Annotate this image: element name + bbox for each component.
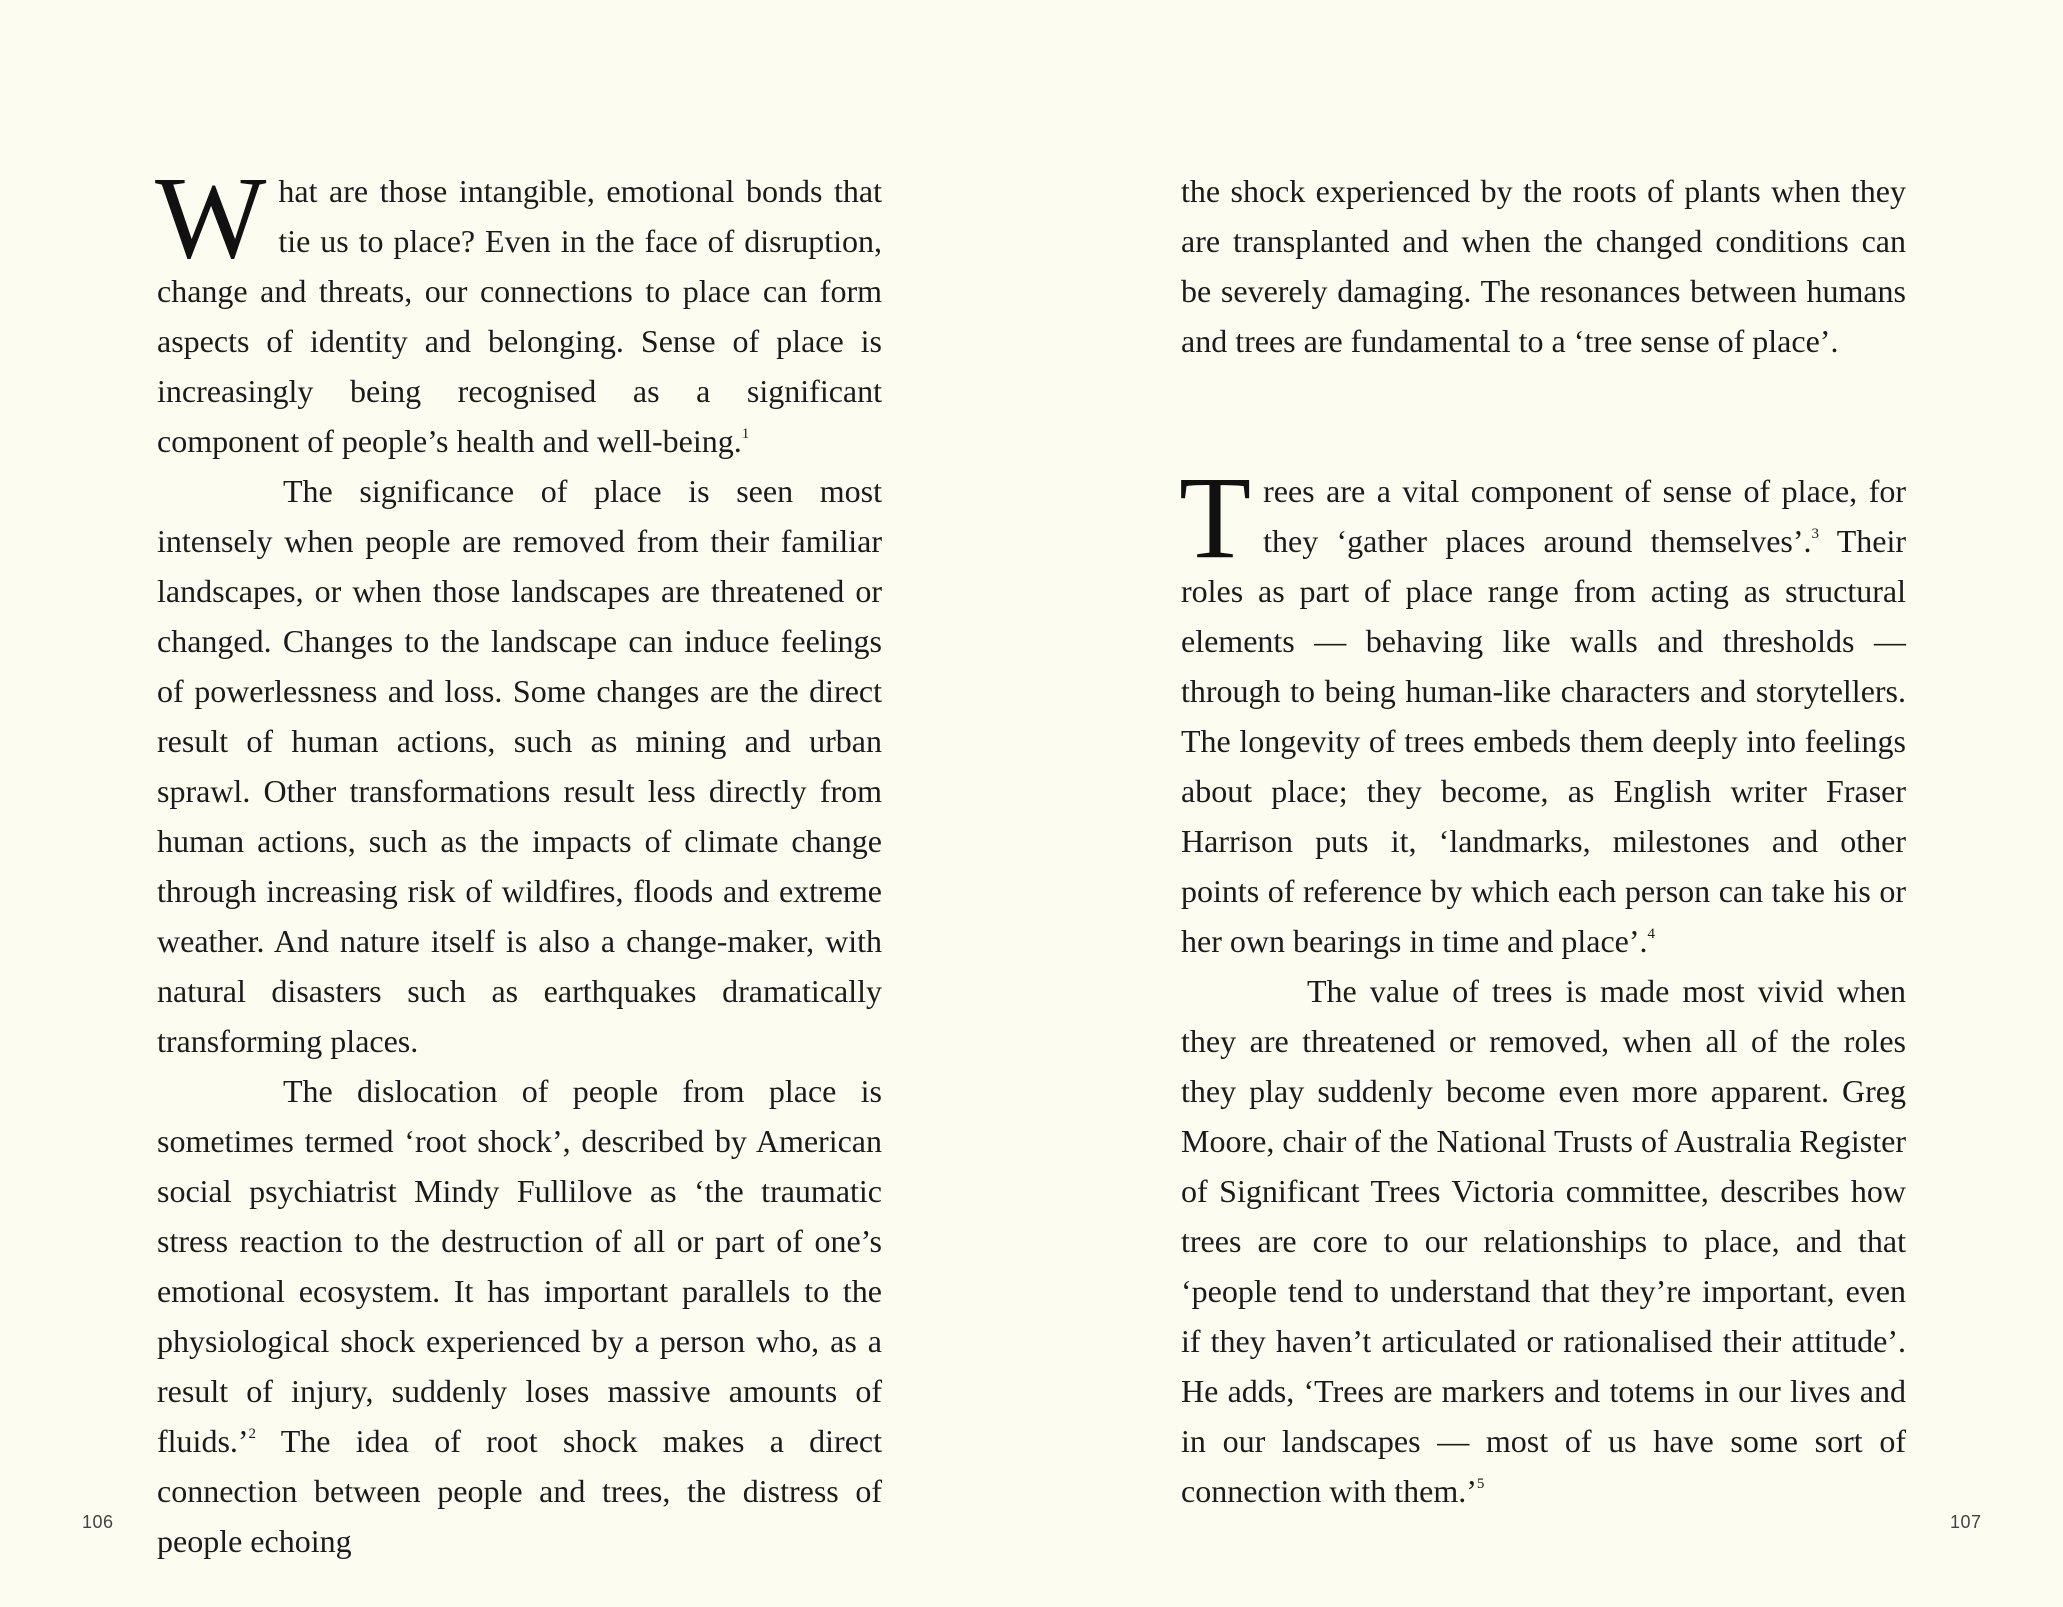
paragraph-text: rees are a vital component of sense of place, for they ‘gather places around themselves’. bbox=[1263, 473, 1906, 559]
paragraph-text: The dislocation of people from place is sometimes termed ‘root shock’, described by American social psychiatrist Mindy Fullilove as ‘the traumatic stress reaction to the destruction of all or part of one’s emotional ecosystem. It has important parallels to the physiological shock experienced by a person who, as a result of injury, suddenly loses massive amounts of fluids.’ bbox=[157, 1073, 882, 1459]
footnote-ref: 3 bbox=[1811, 526, 1820, 542]
footnote-ref: 2 bbox=[248, 1426, 257, 1442]
footnote-ref: 5 bbox=[1476, 1476, 1485, 1492]
paragraph bbox=[1179, 452, 1906, 966]
paragraph-text: The value of trees is made most vivid when they are threatened or removed, when all of the roles they play suddenly become even more apparent. Greg Moore, chair of the National Trusts of Australia Register of Significant Trees Victoria committee, describes how trees are core to our relationships to place, and that ‘people tend to understand that they’re important, even if they haven’t articulated or rationalised their attitude’. He adds, ‘Trees are markers and totems in our lives and in our landscapes — most of us have some sort of connection with them.’ bbox=[1181, 973, 1906, 1509]
paragraph-text: hat are those intangible, emotional bonds that tie us to place? Even in the face of disruption, change and threats, our connections to place can form aspects of identity and belonging. Sense of place is increasingly being recognised as a significant component of people’s health and well-being. bbox=[157, 173, 882, 459]
paragraph bbox=[157, 466, 882, 1066]
drop-cap: T bbox=[1179, 452, 1252, 583]
paragraph bbox=[1181, 966, 1906, 1516]
paragraph-text: The idea of root shock makes a direct connection between people and trees, the distress of people echoing bbox=[157, 1423, 882, 1559]
left-page-text bbox=[155, 152, 882, 1566]
right-page-text bbox=[1181, 166, 1906, 1516]
paragraph bbox=[155, 152, 882, 466]
drop-cap: W bbox=[155, 152, 267, 283]
page-number-right: 107 bbox=[1950, 1512, 1982, 1532]
footnote-ref: 1 bbox=[741, 426, 750, 442]
paragraph bbox=[1181, 166, 1906, 366]
paragraph-text: The significance of place is seen most intensely when people are removed from their familiar landscapes, or when those landscapes are threatened or changed. Changes to the landscape can induce feelings of powerlessness and loss. Some changes are the direct result of human actions, such as mining and urban sprawl. Other transformations result less directly from human actions, such as the impacts of climate change through increasing risk of wildfires, floods and extreme weather. And nature itself is also a change-maker, with natural disasters such as earthquakes dramatically transforming places. bbox=[157, 473, 882, 1059]
footnote-ref: 4 bbox=[1647, 926, 1655, 942]
paragraph bbox=[157, 1066, 882, 1566]
page-number-left: 106 bbox=[82, 1512, 114, 1532]
paragraph-text: the shock experienced by the roots of plants when they are transplanted and when the changed conditions can be severely damaging. The resonances between humans and trees are fundamental to a ‘tree sense of place’. bbox=[1181, 173, 1906, 359]
paragraph-text: Their roles as part of place range from acting as structural elements — behaving like walls and thresholds — through to being human-like characters and storytellers. The longevity of trees embeds them deeply into feelings about place; they become, as English writer Fraser Harrison puts it, ‘landmarks, milestones and other points of reference by which each person can take his or her own bearings in time and place’. bbox=[1181, 523, 1906, 959]
